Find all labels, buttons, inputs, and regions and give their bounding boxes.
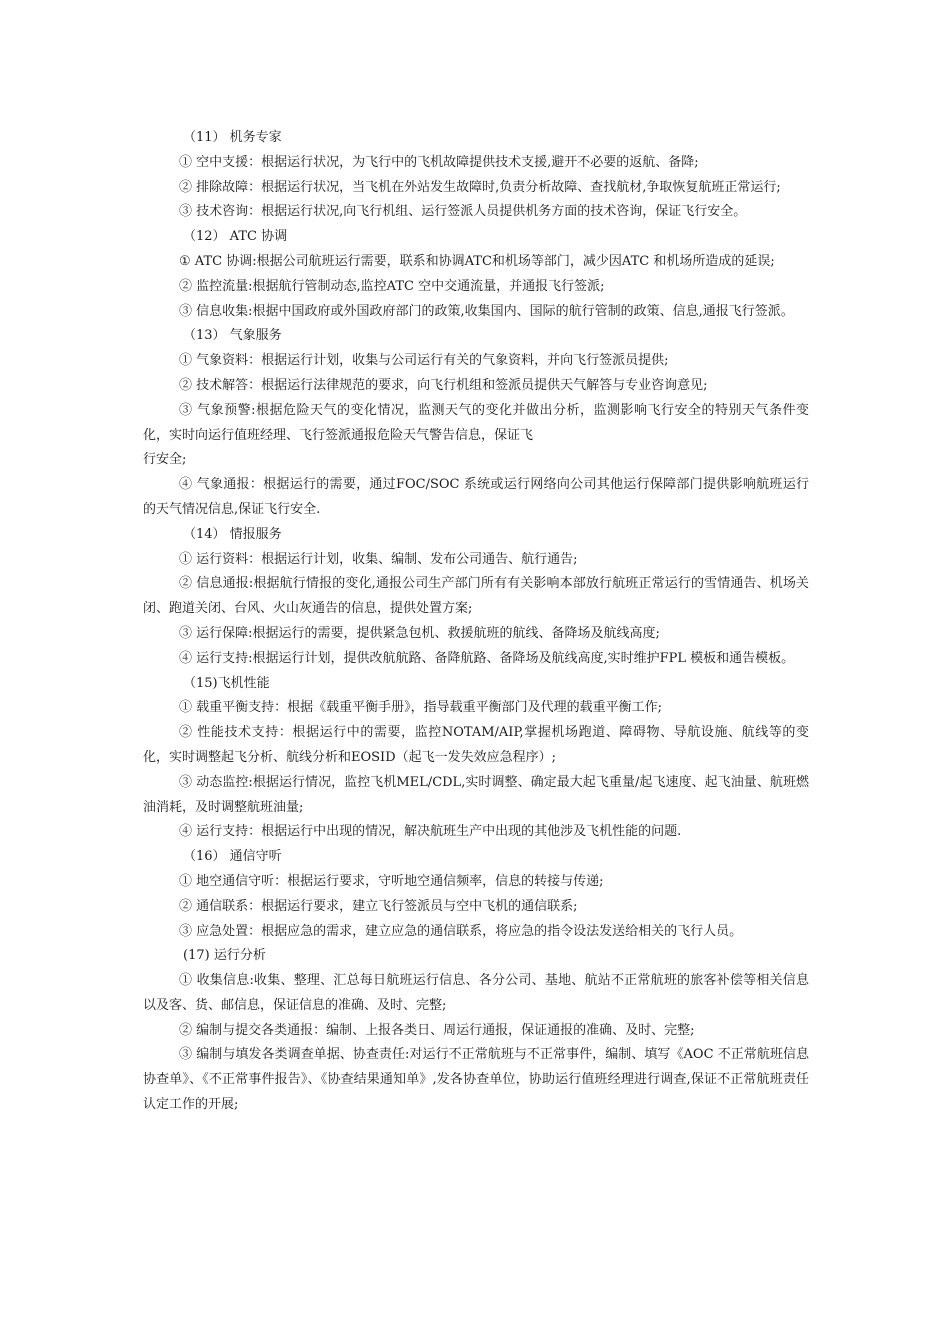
- section-heading-17: (17) 运行分析: [183, 948, 266, 964]
- list-item: ② 技术解答：根据运行法律规范的要求，向飞行机组和签派员提供天气解答与专业咨询意见;: [179, 377, 708, 393]
- list-item: ① 空中支援：根据运行状况，为飞行中的飞机故障提供技术支援,避开不必要的返航、备降;: [179, 154, 699, 170]
- section-heading-16: （16） 通信守听: [183, 849, 282, 865]
- section-heading-13: （13） 气象服务: [183, 328, 282, 344]
- list-item: ② 性能技术支持：根据运行中的需要，监控NOTAM/AIP,掌握机场跑道、障碍物、导航设施、航线等的变化，实时调整起飞分析、航线分析和EOSID（起飞一发失效应急程序）;: [143, 725, 809, 765]
- list-item: ② 信息通报:根据航行情报的变化,通报公司生产部门所有有关影响本部放行航班正常运行的雪情通告、机场关闭、跑道关闭、台风、火山灰通告的信息，提供处置方案;: [143, 576, 809, 617]
- list-item: ① 收集信息:收集、整理、汇总每日航班运行信息、各分公司、基地、航站不正常航班的旅客补偿等相关信息以及客、货、邮信息，保证信息的准确、及时、完整;: [143, 973, 809, 1013]
- list-item: ① 气象资料：根据运行计划，收集与公司运行有关的气象资料，并向飞行签派员提供;: [179, 353, 669, 369]
- list-item: ③ 动态监控:根据运行情况，监控飞机MEL/CDL,实时调整、确定最大起飞重量/起飞速度、起飞油量、航班燃油消耗，及时调整航班油量;: [143, 774, 809, 815]
- section-heading-14: （14） 情报服务: [183, 526, 282, 542]
- list-item: ④ 运行支持：根据运行中出现的情况，解决航班生产中出现的其他涉及飞机性能的问题.: [179, 824, 682, 840]
- list-item: ③ 运行保障:根据运行的需要，提供紧急包机、救援航班的航线、备降场及航线高度;: [179, 625, 660, 641]
- list-item: ② 编制与提交各类通报：编制、上报各类日、周运行通报，保证通报的准确、及时、完整;: [179, 1022, 695, 1038]
- list-item: ④ 运行支持:根据运行计划，提供改航航路、备降航路、备降场及航线高度,实时维护FPL 模板和通告模板。: [179, 650, 795, 666]
- section-heading-15: （15)飞机性能: [183, 675, 270, 691]
- list-item: ③ 信息收集:根据中国政府或外国政府部门的政策,收集国内、国际的航行管制的政策、信息,通报飞行签派。: [179, 303, 794, 319]
- list-item: ③ 技术咨询：根据运行状况,向飞行机组、运行签派人员提供机务方面的技术咨询，保证飞行安全。: [179, 204, 747, 220]
- list-item-continuation: 行安全;: [143, 452, 187, 468]
- list-item: ① 载重平衡支持：根据《载重平衡手册》，指导载重平衡部门及代理的载重平衡工作;: [179, 700, 663, 716]
- section-heading-11: （11） 机务专家: [183, 130, 282, 145]
- list-item: ① 地空通信守听：根据运行要求，守听地空通信频率，信息的转接与传递;: [179, 873, 604, 889]
- list-item: ② 监控流量:根据航行管制动态,监控ATC 空中交通流量，并通报飞行签派;: [179, 278, 605, 294]
- document-body: [143, 126, 809, 1118]
- list-item: ③ 气象预警:根据危险天气的变化情况，监测天气的变化并做出分析，监测影响飞行安全的特别天气条件变化，实时向运行值班经理、飞行签派通报危险天气警告信息，保证飞: [143, 402, 809, 443]
- list-item: ② 通信联系：根据运行要求，建立飞行签派员与空中飞机的通信联系;: [179, 898, 578, 914]
- list-item: ④ 气象通报：根据运行的需要，通过FOC/SOC 系统或运行网络向公司其他运行保障部门提供影响航班运行的天气情况信息,保证飞行安全.: [143, 477, 809, 517]
- list-item: ③ 编制与填发各类调查单据、协查责任:对运行不正常航班与不正常事件，编制、填写《AOC 不正常航班信息协查单》、《不正常事件报告》、《协查结果通知单》,发各协查单位，协助运行值班经理进行调查,保证不正常航班责任认定工作的开展;: [143, 1047, 809, 1113]
- list-item: ② 排除故障：根据运行状况，当飞机在外站发生故障时,负责分析故障、查找航材,争取恢复航班正常运行;: [179, 179, 781, 195]
- list-item: ① ATC 协调:根据公司航班运行需要，联系和协调ATC和机场等部门，减少因ATC 和机场所造成的延误;: [179, 253, 775, 269]
- section-heading-12: （12） ATC 协调: [183, 229, 288, 245]
- list-item: ③ 应急处置：根据应急的需求，建立应急的通信联系，将应急的指令设法发送给相关的飞行人员。: [179, 923, 743, 939]
- list-item: ① 运行资料：根据运行计划，收集、编制、发布公司通告、航行通告;: [179, 551, 578, 567]
